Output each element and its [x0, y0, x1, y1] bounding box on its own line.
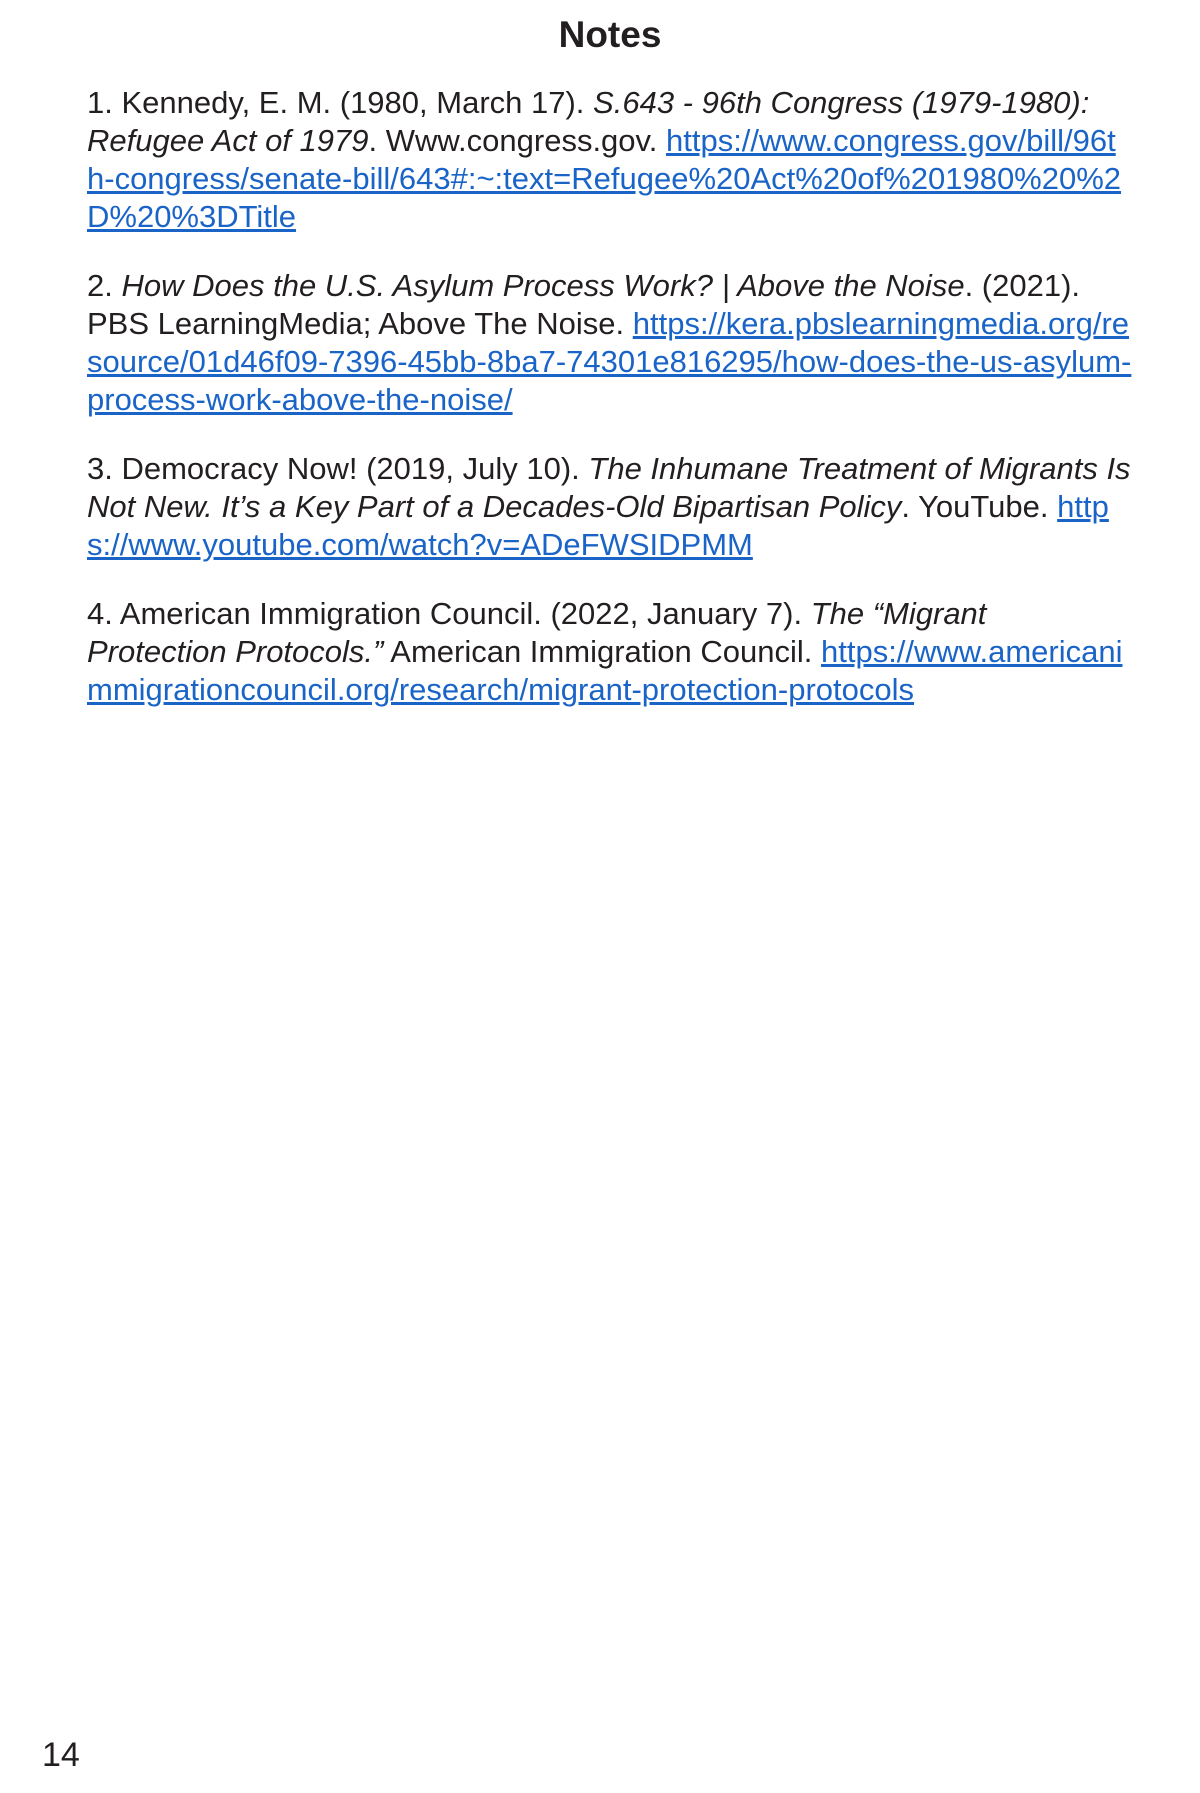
note-author-date: Kennedy, E. M. (1980, March 17). [121, 85, 585, 120]
note-link[interactable]: https://www.congress.gov/bill/96th-congress/senate-bill/643#:~:text=Refugee%20Act%20of%201980%20%2D%20%3DTitle [87, 123, 1122, 234]
note-title: The “Migrant Protection Protocols.” [87, 596, 987, 669]
note-number: 1. [87, 85, 113, 120]
notes-list [87, 84, 1132, 740]
note-number: 2. [87, 268, 113, 303]
note-source: American Immigration Council. [383, 634, 813, 669]
note-author-date: Democracy Now! (2019, July 10). [121, 451, 580, 486]
note-link[interactable]: https://www.americanimmigrationcouncil.org/research/migrant-protection-protocols [87, 634, 1123, 707]
note-title: The Inhumane Treatment of Migrants Is Not New. It’s a Key Part of a Decades-Old Bipartisan Policy [87, 451, 1131, 524]
note-number: 3. [87, 451, 113, 486]
note-source: . YouTube. [901, 489, 1049, 524]
note-title: S.643 - 96th Congress (1979-1980): Refugee Act of 1979 [87, 85, 1090, 158]
note-item-3 [87, 450, 1132, 564]
note-link[interactable]: https://kera.pbslearningmedia.org/resource/01d46f09-7396-45bb-8ba7-74301e816295/how-does-the-us-asylum-process-work-above-the-noise/ [87, 306, 1132, 417]
note-item-2 [87, 267, 1132, 419]
note-link[interactable]: https://www.youtube.com/watch?v=ADeFWSIDPMM [87, 489, 1109, 562]
note-item-4 [87, 595, 1132, 709]
note-author-date: American Immigration Council. (2022, January 7). [119, 596, 803, 631]
note-title: How Does the U.S. Asylum Process Work? | Above the Noise [121, 268, 965, 303]
page-title: Notes [558, 14, 662, 55]
note-source: . Www.congress.gov. [368, 123, 658, 158]
page-number: 14 [42, 1736, 80, 1774]
note-number: 4. [87, 596, 113, 631]
note-source: . (2021). PBS LearningMedia; Above The Noise. [87, 268, 1081, 341]
note-item-1 [87, 84, 1132, 236]
